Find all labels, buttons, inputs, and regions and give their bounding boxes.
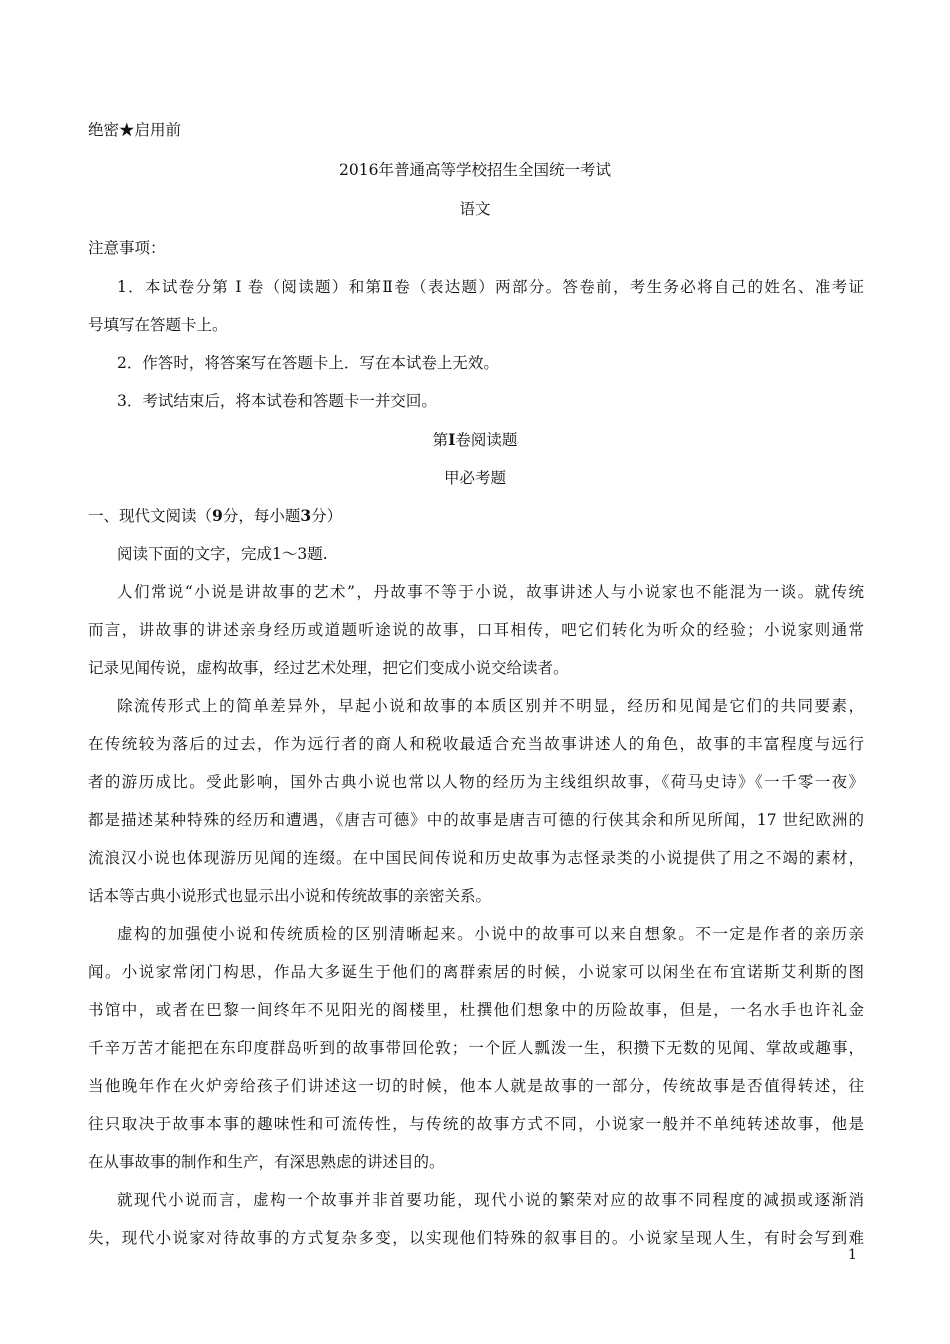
volume-prefix: 第 [432, 431, 449, 449]
confidential-mark: 绝密★启用前 [88, 121, 182, 139]
paragraph-1-line: 而言，讲故事的讲述亲身经历或道题听途说的故事，口耳相传，吧它们转化为听众的经验；小说家则通常 [88, 621, 864, 639]
paragraph-2-line: 除流传形式上的简单差异外，早起小说和故事的本质区别并不明显，经历和见闻是它们的共同要素， [117, 697, 864, 715]
volume-suffix: 卷阅读题 [455, 431, 518, 449]
paragraph-3-line: 往只取决于故事本事的趣味性和可流传性，与传统的故事方式不同，小说家一般并不单纯转述故事，他是 [88, 1115, 864, 1133]
note-item-1-line-1: 1．本试卷分第 I 卷（阅读题）和第Ⅱ卷（表达题）两部分。答卷前，考生务必将自己的姓名、准考证 [117, 278, 864, 296]
paragraph-3-line: 书馆中，或者在巴黎一间终年不见阳光的阁楼里，杜撰他们想象中的历险故事，但是，一名水手也许礼金 [88, 1001, 864, 1019]
instruction-post: 题. [307, 545, 328, 563]
paragraph-2-line: 在传统较为落后的过去，作为远行者的商人和税收最适合充当故事讲述人的角色，故事的丰富程度与远行 [88, 735, 864, 753]
paragraph-3-line: 在从事故事的制作和生产，有深思熟虑的讲述目的。 [88, 1153, 445, 1171]
part-suffix: 分） [311, 507, 343, 525]
paragraph-1-line: 记录见闻传说，虚构故事，经过艺术处理，把它们变成小说交给读者。 [88, 659, 569, 677]
paragraph-4-line: 失，现代小说家对待故事的方式复杂多变，以实现他们特殊的叙事目的。小说家呈现人生，有时会写到难 [88, 1229, 864, 1247]
paragraph-1-line: 人们常说“小说是讲故事的艺术”，丹故事不等于小说，故事讲述人与小说家也不能混为一谈。就传统 [117, 583, 864, 601]
part-each: 3 [300, 506, 312, 525]
paragraph-4-line: 就现代小说而言，虚构一个故事并非首要功能，现代小说的繁荣对应的故事不同程度的减损或逐渐消 [117, 1191, 864, 1209]
note-item-2: 2．作答时，将答案写在答题卡上．写在本试卷上无效。 [117, 354, 499, 372]
reading-instruction [117, 544, 328, 564]
paragraph-3-line: 虚构的加强使小说和传统质检的区别清晰起来。小说中的故事可以来自想象。不一定是作者的亲历亲 [117, 925, 864, 943]
part-heading [88, 506, 342, 526]
paragraph-2-line: 流浪汉小说也体现游历见闻的连缀。在中国民间传说和历史故事为志怪录类的小说提供了用之不竭的素材， [88, 849, 864, 867]
required-heading: 甲必考题 [443, 469, 506, 487]
instruction-range: 1～3 [272, 545, 308, 563]
instruction-pre: 阅读下面的文字，完成 [117, 545, 273, 563]
paragraph-2-line: 都是描述某种特殊的经历和遭遇，《唐吉可德》中的故事是唐吉可德的行侠其余和所见所闻，17 世纪欧洲的 [88, 811, 864, 829]
paragraph-2-line: 话本等古典小说形式也显示出小说和传统故事的亲密关系。 [88, 887, 492, 905]
note-item-1-line-2: 号填写在答题卡上。 [88, 316, 228, 334]
subject-title: 语文 [459, 200, 491, 218]
page-number: 1 [848, 1247, 857, 1263]
exam-title: 2016年普通高等学校招生全国统一考试 [339, 161, 611, 179]
paragraph-3-line: 闻。小说家常闭门构思，作品大多诞生于他们的离群索居的时候，小说家可以闲坐在布宜诺斯艾利斯的图 [88, 963, 864, 981]
paragraph-3-line: 千辛万苦才能把在东印度群岛听到的故事带回伦敦；一个匠人瓢泼一生，积攒下无数的见闻、掌故或趣事， [88, 1039, 864, 1057]
part-mid: 分，每小题 [222, 507, 301, 525]
paragraph-3-line: 当他晚年作在火炉旁给孩子们讲述这一切的时候，他本人就是故事的一部分，传统故事是否值得转述，往 [88, 1077, 864, 1095]
paragraph-2-line: 者的游历成比。受此影响，国外古典小说也常以人物的经历为主线组织故事，《荷马史诗》《一千零一夜》 [88, 773, 864, 791]
volume-heading [0, 430, 950, 450]
part-prefix: 一、现代文阅读（ [88, 507, 213, 525]
part-score: 9 [212, 506, 223, 525]
note-item-3: 3．考试结束后，将本试卷和答题卡一并交回。 [117, 392, 437, 410]
notes-heading: 注意事项： [88, 239, 166, 257]
volume-roman: I [448, 430, 456, 449]
